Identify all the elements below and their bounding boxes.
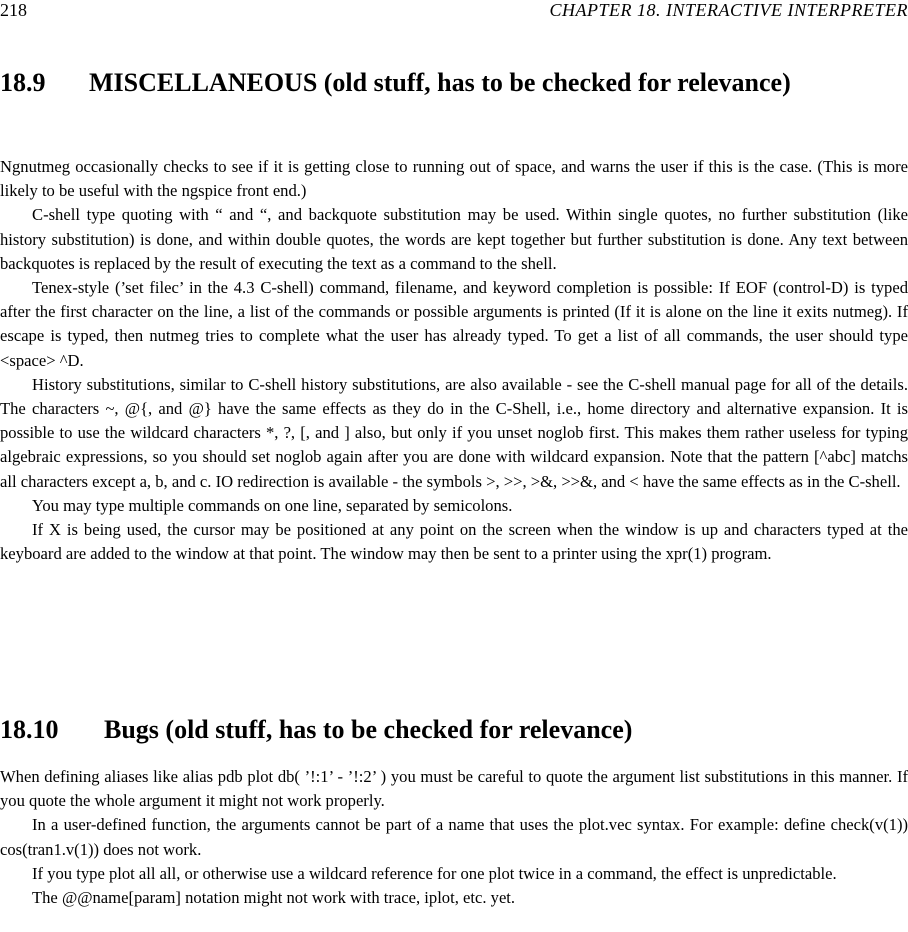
paragraph: Tenex-style (’set filec’ in the 4.3 C-shell) command, filename, and keyword completion is possible: If EOF (control-D) is typed after the first character on the line, a list of the commands or possible arguments is printed (If it is alone on the line it exits nutmeg). If escape is typed, then nutmeg tries to complete what the user has already typed. To get a list of all commands, the user should type <space> ^D.	[0, 278, 908, 370]
section-body-miscellaneous	[0, 155, 908, 566]
section-number: 18.10	[0, 715, 59, 744]
section-title: MISCELLANEOUS (old stuff, has to be checked for relevance)	[89, 68, 791, 97]
paragraph: When defining aliases like alias pdb plot db( ’!:1’ - ’!:2’ ) you must be careful to quote the argument list substitutions in this manner. If you quote the whole argument it might not work properly.	[0, 767, 908, 811]
section-number: 18.9	[0, 68, 46, 97]
page-number: 218	[0, 0, 27, 20]
paragraph: History substitutions, similar to C-shell history substitutions, are also available - see the C-shell manual page for all of the details. The characters ~, @{, and @} have the same effects as they do in the C-Shell, i.e., home directory and alternative expansion. It is possible to use the wildcard characters *, ?, [, and ] also, but only if you unset noglob first. This makes them rather useless for typing algebraic expressions, so you should set noglob again after you are done with wildcard expansion. Note that the pattern [^abc] matchs all characters except a, b, and c. IO redirection is available - the symbols >, >>, >&, >>&, and < have the same effects as in the C-shell.	[0, 374, 908, 491]
paragraph: The @@name[param] notation might not work with trace, iplot, etc. yet.	[32, 888, 516, 908]
running-head	[0, 0, 908, 20]
paragraph: You may type multiple commands on one line, separated by semicolons.	[32, 495, 513, 515]
section-body-bugs	[0, 765, 908, 910]
paragraph: Ngnutmeg occasionally checks to see if it is getting close to running out of space, and warns the user if this is the case. (This is more likely to be useful with the ngspice front end.)	[0, 157, 908, 201]
chapter-title: CHAPTER 18. INTERACTIVE INTERPRETER	[549, 0, 908, 20]
paragraph: If X is being used, the cursor may be positioned at any point on the screen when the window is up and characters typed at the keyboard are added to the window at that point. The window may then be sent to a printer using the xpr(1) program.	[0, 520, 908, 564]
section-title: Bugs (old stuff, has to be checked for relevance)	[104, 715, 633, 744]
paragraph: If you type plot all all, or otherwise use a wildcard reference for one plot twice in a command, the effect is unpredictable.	[32, 863, 837, 883]
section-heading-miscellaneous	[0, 65, 908, 101]
paragraph: C-shell type quoting with “ and “, and backquote substitution may be used. Within single quotes, no further substitution (like history substitution) is done, and within double quotes, the words are kept together but further substitution is done. Any text between backquotes is replaced by the result of executing the text as a command to the shell.	[0, 205, 908, 273]
paragraph: In a user-defined function, the arguments cannot be part of a name that uses the plot.vec syntax. For example: define check(v(1)) cos(tran1.v(1)) does not work.	[0, 815, 908, 859]
section-heading-bugs	[0, 712, 908, 748]
